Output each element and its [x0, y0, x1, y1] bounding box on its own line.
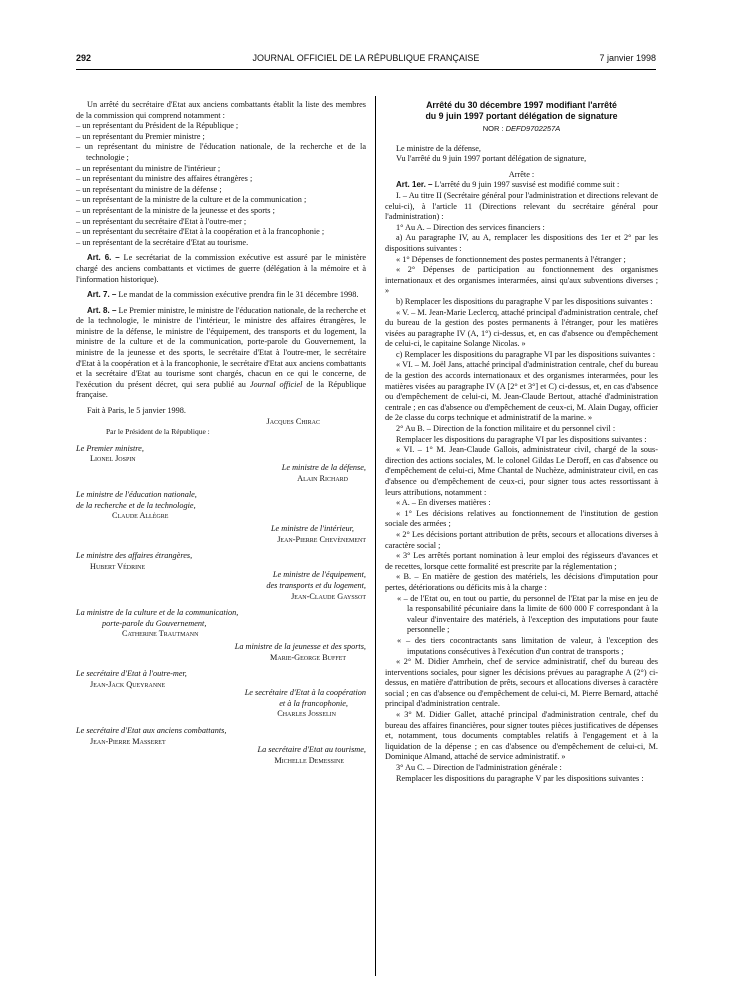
signatory-title: La ministre de la jeunesse et des sports, — [234, 641, 366, 651]
member-item: – un représentant du Premier ministre ; — [76, 131, 205, 141]
signature-tourism — [76, 745, 366, 766]
member-item: – un représentant du secrétaire d'Etat à l'outre-mer ; — [76, 216, 247, 226]
paragraph: a) Au paragraphe IV, au A, remplacer les dispositions des 1er et 2° par les dispositions suivantes : — [385, 233, 658, 253]
list-item: « – de l'Etat ou, en tout ou partie, du personnel de l'Etat par la mise en jeu de la responsabilité pécuniaire dans la limite de 600 000 F correspondant à la valeur d'inventaire des matériels, à l'exception des imputations pour faute personnelle ; — [397, 593, 658, 635]
signatory-title: Le ministre de l'équipement, — [272, 570, 366, 580]
signature-youth-sports — [76, 642, 366, 663]
signatory-name: Hubert Védrine — [90, 561, 146, 571]
article-text: Le secrétariat de la commission exécutive est assuré par le ministère chargé des anciens combattants et victimes de guerre (délégation à la mémoire et à l'information historique). — [76, 253, 366, 284]
signatory-title: et à la francophonie, — [279, 698, 348, 708]
signatory-title: Le ministre de la défense, — [281, 463, 366, 472]
signatory-name: Jean-Pierre Masseret — [90, 736, 166, 746]
done-at: Fait à Paris, le 5 janvier 1998. — [87, 406, 186, 416]
signature-equipment — [76, 570, 366, 602]
member-item: – un représentant du Président de la République ; — [76, 121, 239, 131]
paragraph: c) Remplacer les dispositions du paragraphe VI par les dispositions suivantes : — [396, 349, 655, 359]
member-item: – un représentant du ministre de l'intérieur ; — [76, 163, 221, 173]
signatory-name: Jean-Claude Gayssot — [291, 591, 366, 601]
paragraph: Vu l'arrêté du 9 juin 1997 portant délégation de signature, — [396, 154, 587, 164]
arrete-heading: Arrête : — [508, 169, 535, 179]
article-text: Le Premier ministre, le ministre de l'éducation nationale, de la recherche et de la technologie, le ministre de l'intérieur, le ministre des affaires étrangères, le ministre de la défense, le ministre de l'équipement, des transports et du logement, la ministre de la culture et de la communication, porte-parole du Gouvernement, la ministre de la jeunesse et des sports, le secrétaire d'Etat à l'outre-mer, le secrétaire d'Etat à la coopération et à la francophonie, le secrétaire d'Etat aux anciens combattants et la secrétaire d'Etat au tourisme sont chargés, chacun en ce qui le concerne, de l'exécution du présent décret, qui sera publié au — [76, 305, 366, 389]
column-divider — [375, 96, 376, 976]
member-item: – un représentant du ministre des affaires étrangères ; — [76, 174, 253, 184]
signature-cooperation — [76, 688, 366, 720]
signature-overseas — [76, 669, 366, 690]
paragraph: « VI. – M. Joël Jans, attaché principal d'administration centrale, chef du bureau de la gestion des accords internationaux et des organismes interarmées, pour les matières visées au paragraphe IV (A [2° et 3°] et C) ci-dessus, et, en cas d'absence ou d'empêchement de celui-ci, M. Jean-Claude Bertout, attaché d'administration centrale ; en cas d'absence ou d'empêchement de ceux-ci, M. Alain Dugay, officier de 2e classe du corps technique et administratif de la marine. » — [385, 360, 658, 423]
page-number: 292 — [76, 53, 92, 63]
paragraph: « 1° Dépenses de fonctionnement des postes permanents à l'étranger ; — [396, 254, 626, 264]
signature-foreign-affairs — [76, 551, 366, 572]
decree-title-line-1: Arrêté du 30 décembre 1997 modifiant l'arrêté — [426, 100, 617, 110]
journal-title: JOURNAL OFFICIEL DE LA RÉPUBLIQUE FRANÇAISE — [252, 53, 480, 63]
signature-pm — [76, 444, 366, 465]
nor-label: NOR : — [482, 124, 506, 133]
paragraph: « 3° Les arrêtés portant nomination à leur emploi des régisseurs d'avances et de recettes, lorsque cette formalité est prescrite par la réglementation ; — [385, 551, 658, 571]
member-item: – un représentant du ministre de la défense ; — [76, 184, 222, 194]
member-item: – un représentant du ministre de l'éducation nationale, de la recherche et de la technologie ; — [76, 142, 366, 162]
president-name: Jacques Chirac — [266, 416, 320, 426]
signatory-name: Michelle Demessine — [274, 755, 344, 765]
signature-education — [76, 490, 366, 522]
article-text: Le mandat de la commission exécutive prendra fin le 31 décembre 1998. — [116, 290, 359, 300]
signature-defense — [76, 463, 366, 484]
paragraph: Remplacer les dispositions du paragraphe V par les dispositions suivantes : — [396, 773, 644, 783]
members-list — [76, 121, 366, 248]
paragraph: « B. – En matière de gestion des matériels, les décisions d'imputation pour pertes, détériorations ou déficits mis à la charge : — [385, 572, 658, 592]
signatory-name: Charles Josselin — [277, 709, 336, 719]
signatory-title: Le Premier ministre, — [76, 443, 144, 453]
signature-veterans — [76, 726, 366, 747]
intro-paragraph: Un arrêté du secrétaire d'Etat aux anciens combattants établit la liste des membres de la commission qui comprend notamment : — [76, 100, 366, 120]
by-president: Par le Président de la République : — [106, 427, 210, 437]
page-header — [76, 53, 656, 67]
paragraph: 3° Au C. – Direction de l'administration générale : — [396, 763, 562, 773]
article-label: Art. 7. – — [87, 290, 117, 300]
signatory-title: porte-parole du Gouvernement, — [102, 618, 207, 628]
signatory-name: Jean-Jack Queyranne — [90, 679, 166, 689]
signatory-title: La ministre de la culture et de la communication, — [76, 608, 239, 618]
article-text: L'arrêté du 9 juin 1997 susvisé est modifié comme suit : — [432, 180, 620, 190]
paragraph: 1° Au A. – Direction des services financiers : — [396, 222, 545, 232]
signatory-title: Le ministre de l'intérieur, — [270, 523, 354, 533]
left-column — [76, 100, 366, 766]
paragraph: « 2° Dépenses de participation au fonctionnement des organismes internationaux et des organismes interarmées, ainsi qu'aux subventions diverses ; » — [385, 265, 658, 296]
article-label: Art. 6. – — [87, 253, 120, 263]
decree-title-line-2: du 9 juin 1997 portant délégation de signature — [425, 111, 618, 121]
signatory-title: Le ministre des affaires étrangères, — [76, 551, 193, 561]
right-column — [385, 100, 658, 784]
article-text: de la République française. — [76, 379, 366, 400]
paragraph: « 1° Les décisions relatives au fonctionnement de l'institution de gestion sociale des armées ; — [385, 508, 658, 529]
signatory-name: Marie-George Buffet — [270, 652, 346, 662]
journal-name: Journal officiel — [249, 379, 303, 389]
paragraph: Le ministre de la défense, — [396, 143, 481, 153]
article-1 — [385, 180, 658, 191]
paragraph: « VI. – 1° M. Jean-Claude Gallois, administrateur civil, chargé de la sous-direction des actions sociales, M. le colonel Gildas Le Deroff, en cas d'absence ou d'empêchement de celui-ci, Mme Chantal de Nuchèze, administrateur civil, en cas d'absence ou d'empêchement de ceux-ci, pour signer tous actes ressortissant à leurs attributions, notamment : — [385, 445, 658, 497]
signatory-title: Le secrétaire d'Etat à l'outre-mer, — [76, 669, 187, 679]
paragraph: I. – Au titre II (Secrétaire général pour l'administration et directions relevant de celui-ci), à l'article 11 (Directions relevant du secrétaire général pour l'administration) : — [385, 190, 658, 222]
paragraph: « 3° M. Didier Gallet, attaché principal d'administration centrale, chef du bureau des affaires financières, pour signer toutes pièces justificatives de dépenses et, notamment, tous documents comptables relatifs à l'engagement et à la liquidation de la dépense ; en cas d'absence ou d'empêchement de celui-ci, M. Dominique Almand, attaché de service administratif. » — [385, 710, 658, 762]
article-6 — [76, 253, 366, 285]
signatory-title: de la recherche et de la technologie, — [76, 500, 196, 510]
paragraph: « V. – M. Jean-Marie Leclercq, attaché principal d'administration centrale, chef du bureau de la gestion des postes permanents à l'étranger, pour les matières visées au paragraphe IV (A, 1°) ci-dessus, et, en cas d'absence ou d'empêchement de celui-ci, le capitaine Solange Nicolas. » — [385, 307, 658, 349]
paragraph: b) Remplacer les dispositions du paragraphe V par les dispositions suivantes : — [396, 296, 653, 306]
list-item: « – des tiers cocontractants sans limitation de valeur, à l'exception des imputations consécutives à l'exécution d'un contrat de transports ; — [397, 635, 658, 656]
member-item: – un représentant du secrétaire d'Etat à la coopération et à la francophonie ; — [76, 227, 325, 237]
member-item: – un représentant de la ministre de la jeunesse et des sports ; — [76, 205, 275, 215]
paragraph: 2° Au B. – Direction de la fonction militaire et du personnel civil : — [396, 424, 616, 434]
paragraph: « 2° Les décisions portant attribution de prêts, secours et allocations diverses à caractère social ; — [385, 529, 658, 550]
article-8 — [76, 306, 366, 401]
member-item: – un représentant de la ministre de la culture et de la communication ; — [76, 195, 307, 205]
article-label: Art. 1er. – — [396, 180, 433, 190]
signatory-name: Jean-Pierre Chevènement — [277, 534, 366, 544]
signatory-title: La secrétaire d'Etat au tourisme, — [257, 745, 366, 755]
issue-date: 7 janvier 1998 — [599, 53, 656, 63]
nor-code: DEFD9702257A — [505, 124, 561, 133]
signatory-title: Le secrétaire d'Etat aux anciens combattants, — [76, 726, 227, 736]
signature-interior — [76, 524, 366, 545]
member-item: – un représentant de la secrétaire d'Etat au tourisme. — [76, 237, 249, 247]
article-label: Art. 8. – — [87, 305, 117, 315]
signatory-name: Claude Allègre — [112, 511, 169, 521]
nor-reference — [385, 124, 658, 135]
header-rule — [76, 69, 656, 70]
signatory-title: Le ministre de l'éducation nationale, — [76, 490, 197, 500]
paragraph: « 2° M. Didier Amrhein, chef de service administratif, chef du bureau des interventions sociales, pour signer les décisions prévues au paragraphe A (2°) ci-dessus, en matière d'attribution de prêts, secours et allocations diverses à caractère social ; en cas d'absence ou d'empêchement de celui-ci, M. Pierre Bernard, attaché principal d'administration centrale. — [385, 657, 658, 709]
signatory-name: Catherine Trautmann — [122, 629, 199, 639]
article-7 — [76, 290, 366, 301]
signatory-name: Lionel Jospin — [90, 454, 136, 464]
signatory-name: Alain Richard — [297, 473, 348, 483]
paragraph: « A. – En diverses matières : — [396, 498, 491, 508]
signatory-title: Le secrétaire d'Etat à la coopération — [244, 688, 366, 698]
paragraph: Remplacer les dispositions du paragraphe VI par les dispositions suivantes : — [396, 434, 647, 444]
signature-culture — [76, 608, 366, 640]
signatory-title: des transports et du logement, — [266, 580, 366, 590]
